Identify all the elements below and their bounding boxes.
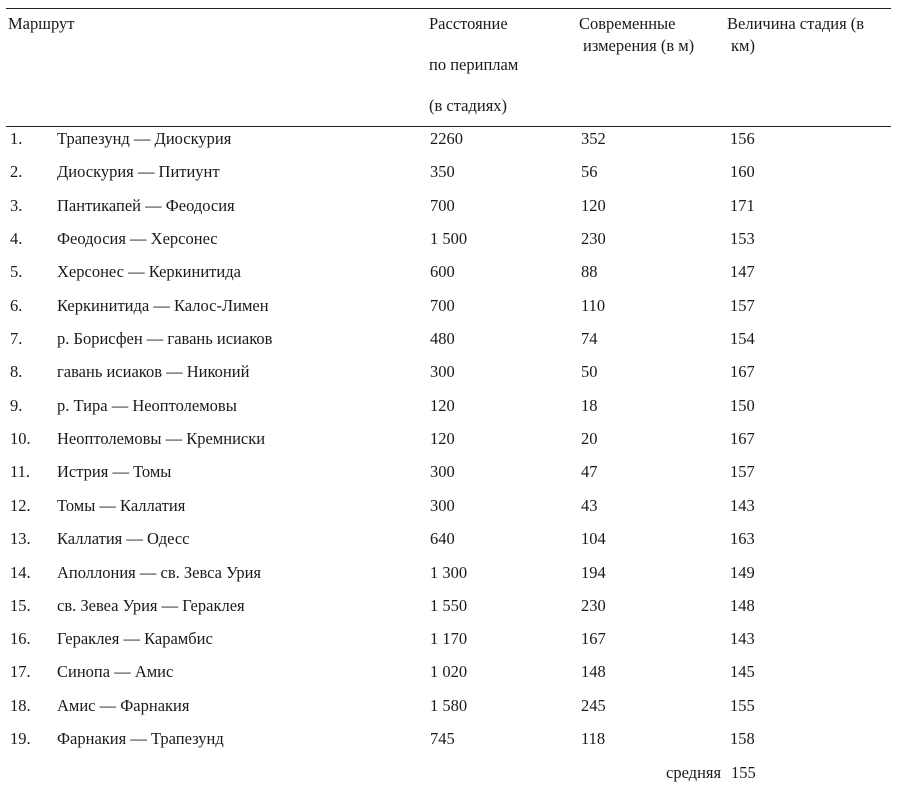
row-route: Трапезунд — Диоскурия <box>57 129 232 148</box>
row-stadium: 143 <box>730 496 755 515</box>
row-distance: 1 580 <box>430 696 468 715</box>
table-row <box>0 261 900 283</box>
row-modern: 230 <box>581 596 606 615</box>
table-row <box>0 328 900 350</box>
table-row <box>0 728 900 750</box>
row-stadium: 149 <box>730 563 755 582</box>
row-modern: 245 <box>581 696 606 715</box>
row-route: Гераклея — Карамбис <box>57 629 213 648</box>
row-distance: 1 500 <box>430 229 468 248</box>
row-distance: 1 300 <box>430 563 468 582</box>
table-top-rule <box>6 8 891 9</box>
row-stadium: 156 <box>730 129 755 148</box>
row-modern: 110 <box>581 296 606 315</box>
row-route: св. Зевеа Урия — Гераклея <box>57 596 245 615</box>
average-value: 155 <box>731 763 756 782</box>
row-number: 1. <box>10 129 23 148</box>
table-row <box>0 428 900 450</box>
row-number: 6. <box>10 296 23 315</box>
table-row <box>0 595 900 617</box>
row-number: 13. <box>10 529 31 548</box>
table-row <box>0 295 900 317</box>
row-stadium: 157 <box>730 296 755 315</box>
table-row <box>0 628 900 650</box>
table-row <box>0 528 900 550</box>
row-route: р. Борисфен — гавань исиаков <box>57 329 273 348</box>
row-modern: 47 <box>581 462 598 481</box>
row-number: 9. <box>10 396 23 415</box>
row-stadium: 167 <box>730 362 755 381</box>
row-stadium: 154 <box>730 329 755 348</box>
row-route: Аполлония — св. Зевса Урия <box>57 563 262 582</box>
row-distance: 700 <box>430 196 455 215</box>
row-distance: 1 550 <box>430 596 468 615</box>
row-modern: 352 <box>581 129 606 148</box>
row-modern: 104 <box>581 529 606 548</box>
row-number: 2. <box>10 162 23 181</box>
row-distance: 480 <box>430 329 455 348</box>
row-modern: 50 <box>581 362 598 381</box>
header-modern-line1: Современные <box>579 14 676 33</box>
row-stadium: 145 <box>730 662 755 681</box>
row-modern: 120 <box>581 196 606 215</box>
row-route: Истрия — Томы <box>57 462 172 481</box>
header-route: Маршрут <box>8 14 75 33</box>
row-distance: 120 <box>430 429 455 448</box>
table-row <box>0 195 900 217</box>
row-route: Фарнакия — Трапезунд <box>57 729 224 748</box>
row-distance: 640 <box>430 529 455 548</box>
row-number: 4. <box>10 229 23 248</box>
row-stadium: 147 <box>730 262 755 281</box>
row-distance: 1 020 <box>430 662 468 681</box>
row-number: 18. <box>10 696 31 715</box>
table-row <box>0 661 900 683</box>
row-modern: 18 <box>581 396 598 415</box>
row-modern: 118 <box>581 729 606 748</box>
row-stadium: 157 <box>730 462 755 481</box>
row-distance: 120 <box>430 396 455 415</box>
row-stadium: 153 <box>730 229 755 248</box>
table-row <box>0 461 900 483</box>
row-stadium: 150 <box>730 396 755 415</box>
row-stadium: 167 <box>730 429 755 448</box>
row-number: 11. <box>10 462 31 481</box>
table-row <box>0 395 900 417</box>
table-row <box>0 562 900 584</box>
header-distance-line1: Расстояние <box>429 14 508 33</box>
row-modern: 230 <box>581 229 606 248</box>
row-route: Амис — Фарнакия <box>57 696 190 715</box>
header-distance-line3: (в стадиях) <box>429 96 508 115</box>
row-distance: 300 <box>430 362 455 381</box>
row-modern: 148 <box>581 662 606 681</box>
header-stadium-line1: Величина стадия (в <box>727 14 865 33</box>
row-route: Синопа — Амис <box>57 662 174 681</box>
row-stadium: 148 <box>730 596 755 615</box>
table-row <box>0 128 900 150</box>
row-stadium: 160 <box>730 162 755 181</box>
row-route: Диоскурия — Питиунт <box>57 162 220 181</box>
row-stadium: 158 <box>730 729 755 748</box>
row-number: 16. <box>10 629 31 648</box>
row-distance: 745 <box>430 729 455 748</box>
row-distance: 300 <box>430 462 455 481</box>
table-row <box>0 228 900 250</box>
row-modern: 56 <box>581 162 598 181</box>
row-number: 5. <box>10 262 23 281</box>
header-bottom-rule <box>6 126 891 127</box>
row-number: 3. <box>10 196 23 215</box>
row-number: 15. <box>10 596 31 615</box>
row-route: Каллатия — Одесс <box>57 529 190 548</box>
row-distance: 700 <box>430 296 455 315</box>
row-number: 14. <box>10 563 31 582</box>
row-distance: 300 <box>430 496 455 515</box>
row-distance: 600 <box>430 262 455 281</box>
row-number: 10. <box>10 429 31 448</box>
row-route: Неоптолемовы — Кремниски <box>57 429 266 448</box>
row-number: 19. <box>10 729 31 748</box>
row-route: гавань исиаков — Никоний <box>57 362 250 381</box>
row-route: р. Тира — Неоптолемовы <box>57 396 237 415</box>
header-distance-line2: по периплам <box>429 55 519 74</box>
row-modern: 88 <box>581 262 598 281</box>
row-modern: 43 <box>581 496 598 515</box>
row-route: Томы — Каллатия <box>57 496 186 515</box>
row-number: 12. <box>10 496 31 515</box>
row-stadium: 163 <box>730 529 755 548</box>
row-stadium: 155 <box>730 696 755 715</box>
header-stadium-line2: км) <box>731 36 755 55</box>
table-row <box>0 361 900 383</box>
row-modern: 194 <box>581 563 606 582</box>
average-label: средняя <box>666 763 722 782</box>
row-route: Пантикапей — Феодосия <box>57 196 235 215</box>
row-modern: 167 <box>581 629 606 648</box>
row-number: 8. <box>10 362 23 381</box>
table-row <box>0 161 900 183</box>
row-route: Феодосия — Херсонес <box>57 229 218 248</box>
table-row <box>0 495 900 517</box>
row-stadium: 143 <box>730 629 755 648</box>
row-modern: 20 <box>581 429 598 448</box>
row-number: 7. <box>10 329 23 348</box>
row-route: Херсонес — Керкинитида <box>57 262 241 281</box>
row-stadium: 171 <box>730 196 755 215</box>
table-row <box>0 695 900 717</box>
header-modern-line2: измерения (в м) <box>583 36 695 55</box>
row-distance: 1 170 <box>430 629 468 648</box>
row-distance: 2260 <box>430 129 463 148</box>
row-distance: 350 <box>430 162 455 181</box>
row-number: 17. <box>10 662 31 681</box>
row-modern: 74 <box>581 329 598 348</box>
row-route: Керкинитида — Калос-Лимен <box>57 296 269 315</box>
